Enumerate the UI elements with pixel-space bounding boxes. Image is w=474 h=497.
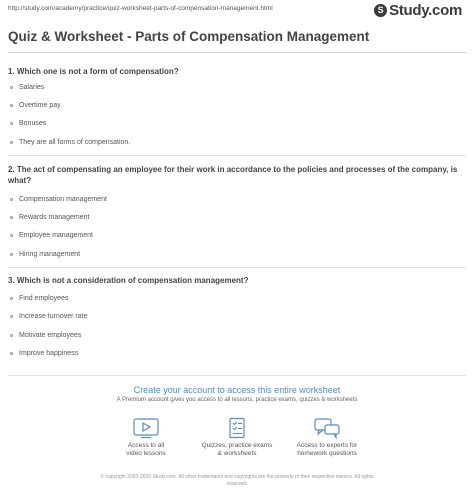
radio-button[interactable]	[10, 141, 13, 144]
footer-line: © copyright 2003-2020 Study.com. All other trademarks and copyrights are the property of their respective owners. All rights	[100, 474, 374, 480]
question-divider	[8, 155, 466, 156]
answer-label: Bonuses	[19, 119, 47, 127]
answer-option[interactable]	[10, 293, 68, 303]
radio-button[interactable]	[10, 253, 13, 256]
logo-mark-icon: S	[374, 4, 387, 17]
feature-line: & worksheets	[217, 450, 257, 457]
experts-chat-icon	[312, 417, 342, 439]
answer-label: Motivate employees	[19, 331, 82, 339]
logo-text: Study.com	[389, 2, 462, 19]
feature-line: Quizzes, practice exams	[201, 442, 273, 449]
answer-label: Overtime pay	[19, 101, 61, 109]
answer-label: Rewards management	[19, 213, 90, 221]
cta-divider	[8, 375, 466, 376]
answer-option[interactable]	[10, 230, 93, 240]
answer-option[interactable]	[10, 212, 89, 222]
question-3: 3. Which is not a consideration of compensation management?	[8, 276, 249, 285]
feature-line: video lessons	[126, 450, 166, 457]
feature-video-lessons	[101, 417, 191, 458]
quizzes-worksheets-icon	[222, 417, 252, 439]
answer-option[interactable]	[10, 330, 81, 340]
radio-button[interactable]	[10, 234, 13, 237]
question-1: 1. Which one is not a form of compensation?	[8, 67, 179, 76]
radio-button[interactable]	[10, 334, 13, 337]
radio-button[interactable]	[10, 198, 13, 201]
video-lessons-icon	[131, 417, 161, 439]
answer-option[interactable]	[10, 118, 46, 128]
answer-label: Compensation management	[19, 195, 107, 203]
answer-option[interactable]	[10, 311, 87, 321]
answer-option[interactable]	[10, 137, 130, 147]
answer-label: Improve happiness	[19, 349, 79, 357]
copyright-footer	[70, 474, 404, 488]
answer-option[interactable]	[10, 100, 61, 110]
radio-button[interactable]	[10, 216, 13, 219]
answer-option[interactable]	[10, 348, 78, 358]
premium-description: A Premium account gives you access to all lessons, practice exams, quizzes & worksheets	[116, 397, 358, 403]
answer-label: They are all forms of compensation.	[19, 138, 131, 146]
radio-button[interactable]	[10, 352, 13, 355]
radio-button[interactable]	[10, 122, 13, 125]
answer-label: Find employees	[19, 294, 69, 302]
feature-line: Access to all	[127, 442, 165, 449]
radio-button[interactable]	[10, 104, 13, 107]
footer-line: reserved.	[226, 481, 248, 487]
answer-option[interactable]	[10, 249, 80, 259]
answer-option[interactable]	[10, 82, 44, 92]
study-com-logo[interactable]	[374, 2, 462, 19]
question-2: 2. The act of compensating an employee for their work in accordance to the policies and processes of the company, is what?	[8, 165, 458, 185]
page-title: Quiz & Worksheet - Parts of Compensation Management	[8, 29, 370, 44]
page-url[interactable]: http://study.com/academy/practice/quiz-worksheet-parts-of-compensation-management.html	[8, 5, 273, 12]
question-divider	[8, 267, 466, 268]
feature-quizzes	[192, 417, 282, 458]
feature-line: Access to experts for	[296, 442, 358, 449]
radio-button[interactable]	[10, 297, 13, 300]
answer-label: Salaries	[19, 83, 45, 91]
title-divider	[8, 52, 466, 53]
feature-line: homework questions	[297, 450, 357, 457]
browser-header	[0, 0, 474, 22]
create-account-link[interactable]: Create your account to access this entire worksheet	[133, 385, 341, 395]
answer-option[interactable]	[10, 194, 107, 204]
answer-label: Hiring management	[19, 250, 81, 258]
answer-label: Employee management	[19, 231, 93, 239]
radio-button[interactable]	[10, 315, 13, 318]
radio-button[interactable]	[10, 86, 13, 89]
answer-label: Increase turnover rate	[19, 312, 88, 320]
feature-experts	[282, 417, 372, 458]
